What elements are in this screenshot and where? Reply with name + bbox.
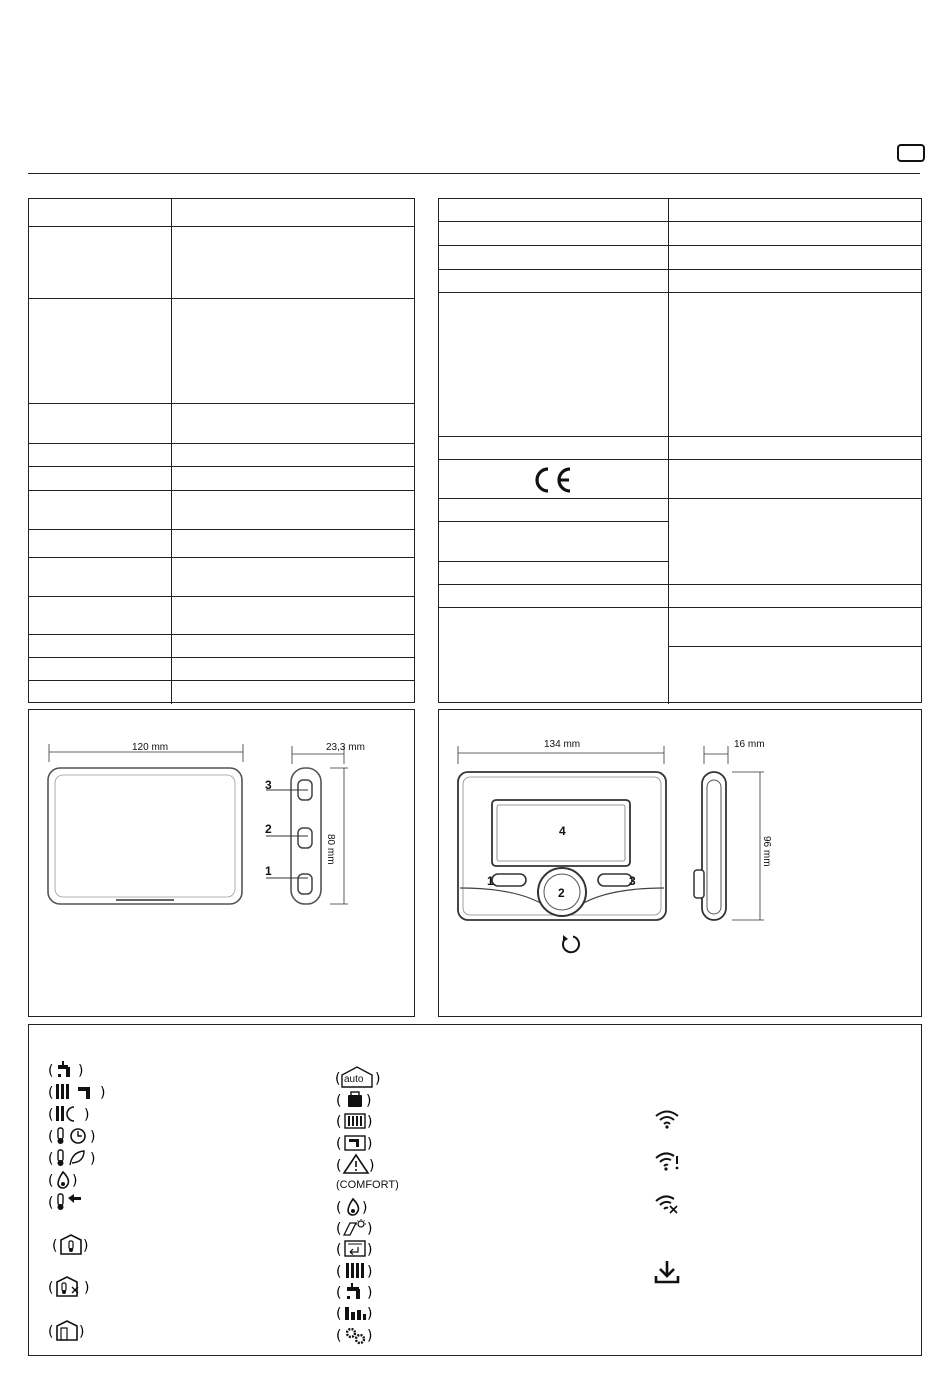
svg-text:(: (	[48, 1085, 54, 1101]
table-row-line	[29, 634, 414, 635]
wifi-off-icon	[654, 1193, 680, 1215]
svg-text:(: (	[48, 1173, 54, 1189]
table-row-line	[439, 607, 921, 608]
svg-text:): )	[367, 1114, 373, 1130]
thermometer-clock-icon	[48, 1126, 100, 1146]
tap-icon	[48, 1060, 88, 1080]
table-row-line	[29, 490, 414, 491]
svg-text:): )	[367, 1306, 373, 1322]
table-row-line	[439, 459, 921, 460]
svg-text:): )	[100, 1085, 106, 1101]
svg-text:(: (	[48, 1151, 54, 1167]
tap-frame-icon	[336, 1133, 376, 1153]
download-icon	[654, 1260, 680, 1284]
callout-1: 1	[487, 874, 494, 888]
table-row-line	[439, 221, 921, 222]
table-row-line	[439, 498, 921, 499]
comfort-label: (COMFORT)	[336, 1179, 399, 1191]
svg-text:(: (	[48, 1280, 54, 1296]
table-row-line	[29, 557, 414, 558]
svg-text:(: (	[336, 1285, 342, 1301]
svg-text:): )	[78, 1063, 84, 1079]
callout-1: 1	[265, 864, 272, 878]
svg-text:(: (	[336, 1242, 342, 1258]
svg-text:): )	[90, 1129, 96, 1145]
thermometer-arrow-icon	[48, 1192, 88, 1212]
house-thermometer-icon	[52, 1234, 90, 1256]
table-row-line	[29, 226, 414, 227]
svg-text:(: (	[336, 1114, 342, 1130]
house-thermometer-x-icon	[48, 1276, 92, 1298]
svg-text:): )	[84, 1107, 90, 1123]
svg-text:): )	[84, 1280, 90, 1296]
table-column-divider	[668, 199, 669, 704]
svg-text:): )	[366, 1093, 372, 1109]
table-row-line	[29, 680, 414, 681]
svg-text:(: (	[48, 1107, 54, 1123]
width-label: 120 mm	[132, 742, 169, 753]
radiator-icon	[336, 1111, 376, 1131]
svg-text:(: (	[48, 1195, 54, 1211]
table-row-line	[29, 529, 414, 530]
svg-text:(: (	[48, 1129, 54, 1145]
table-column-divider	[171, 199, 172, 704]
suitcase-icon	[336, 1090, 376, 1110]
height-label: 80 mm	[325, 834, 336, 865]
table-row-line	[439, 561, 668, 562]
table-row-line	[439, 292, 921, 293]
callout-4: 4	[559, 824, 566, 838]
svg-text:): )	[72, 1173, 78, 1189]
svg-text:(: (	[336, 1158, 342, 1174]
solar-panel-icon	[336, 1218, 376, 1238]
svg-text:): )	[367, 1264, 373, 1280]
header-rule	[28, 173, 920, 174]
svg-text:): )	[367, 1328, 373, 1344]
table-row-line	[29, 403, 414, 404]
radiator-tap-icon	[48, 1082, 110, 1102]
table-row-line	[439, 245, 921, 246]
svg-text:(: (	[336, 1136, 342, 1152]
svg-text:): )	[367, 1136, 373, 1152]
table-row-line	[668, 646, 921, 647]
table-row-line	[29, 443, 414, 444]
svg-text:(: (	[336, 1306, 342, 1322]
svg-text:(: (	[52, 1238, 58, 1254]
thermostat-front-view	[46, 766, 244, 906]
svg-text:(: (	[336, 1328, 342, 1344]
table-row-line	[439, 521, 668, 522]
depth-label: 16 mm	[734, 739, 765, 750]
svg-text:(: (	[48, 1063, 54, 1079]
gears-icon	[336, 1325, 376, 1345]
svg-text:): )	[369, 1158, 375, 1174]
callout-2: 2	[558, 886, 565, 900]
table-row-line	[29, 657, 414, 658]
depth-dimension-line	[702, 744, 732, 764]
table-row-line	[439, 269, 921, 270]
table-row-line	[29, 298, 414, 299]
depth-label: 23,3 mm	[326, 742, 365, 753]
callout-3: 3	[265, 778, 272, 792]
table-row-line	[29, 466, 414, 467]
svg-text:(: (	[336, 1200, 342, 1216]
table-row-line	[439, 584, 921, 585]
height-label: 96 mm	[761, 836, 772, 867]
flame-icon	[336, 1197, 370, 1217]
svg-text:): )	[90, 1151, 96, 1167]
radiator-icon	[336, 1261, 376, 1281]
display-return-icon	[336, 1239, 376, 1259]
counterclockwise-arrow-icon	[560, 933, 582, 955]
svg-text:): )	[367, 1242, 373, 1258]
ce-mark-icon	[532, 466, 576, 494]
warning-triangle-icon	[336, 1153, 378, 1175]
svg-text:): )	[367, 1221, 373, 1237]
spec-table-right	[438, 198, 922, 703]
thermometer-leaf-icon	[48, 1148, 100, 1168]
thermostat-side-view	[692, 770, 732, 922]
callout-2: 2	[265, 822, 272, 836]
language-badge	[897, 144, 925, 162]
table-row-line	[29, 596, 414, 597]
wifi-exclamation-icon	[654, 1150, 680, 1172]
svg-text:): )	[375, 1071, 381, 1087]
bar-chart-icon	[336, 1303, 376, 1323]
svg-text:): )	[362, 1200, 368, 1216]
svg-text:(: (	[336, 1093, 342, 1109]
svg-text:(: (	[48, 1324, 54, 1340]
svg-text:): )	[79, 1324, 85, 1340]
wifi-icon	[654, 1108, 680, 1130]
heating-clock-icon	[48, 1104, 94, 1124]
auto-label: auto	[344, 1074, 364, 1085]
table-row-line	[439, 436, 921, 437]
svg-text:(: (	[336, 1264, 342, 1280]
svg-text:): )	[83, 1238, 89, 1254]
svg-text:(: (	[336, 1221, 342, 1237]
spec-table-left	[28, 198, 415, 703]
tap-icon	[336, 1282, 376, 1302]
legend-panel	[28, 1024, 922, 1356]
house-outline-icon	[48, 1320, 88, 1342]
svg-text:(: (	[335, 1071, 341, 1087]
svg-text:): )	[367, 1285, 373, 1301]
callout-3: 3	[629, 874, 636, 888]
flame-icon	[48, 1170, 80, 1190]
width-label: 134 mm	[544, 739, 581, 750]
